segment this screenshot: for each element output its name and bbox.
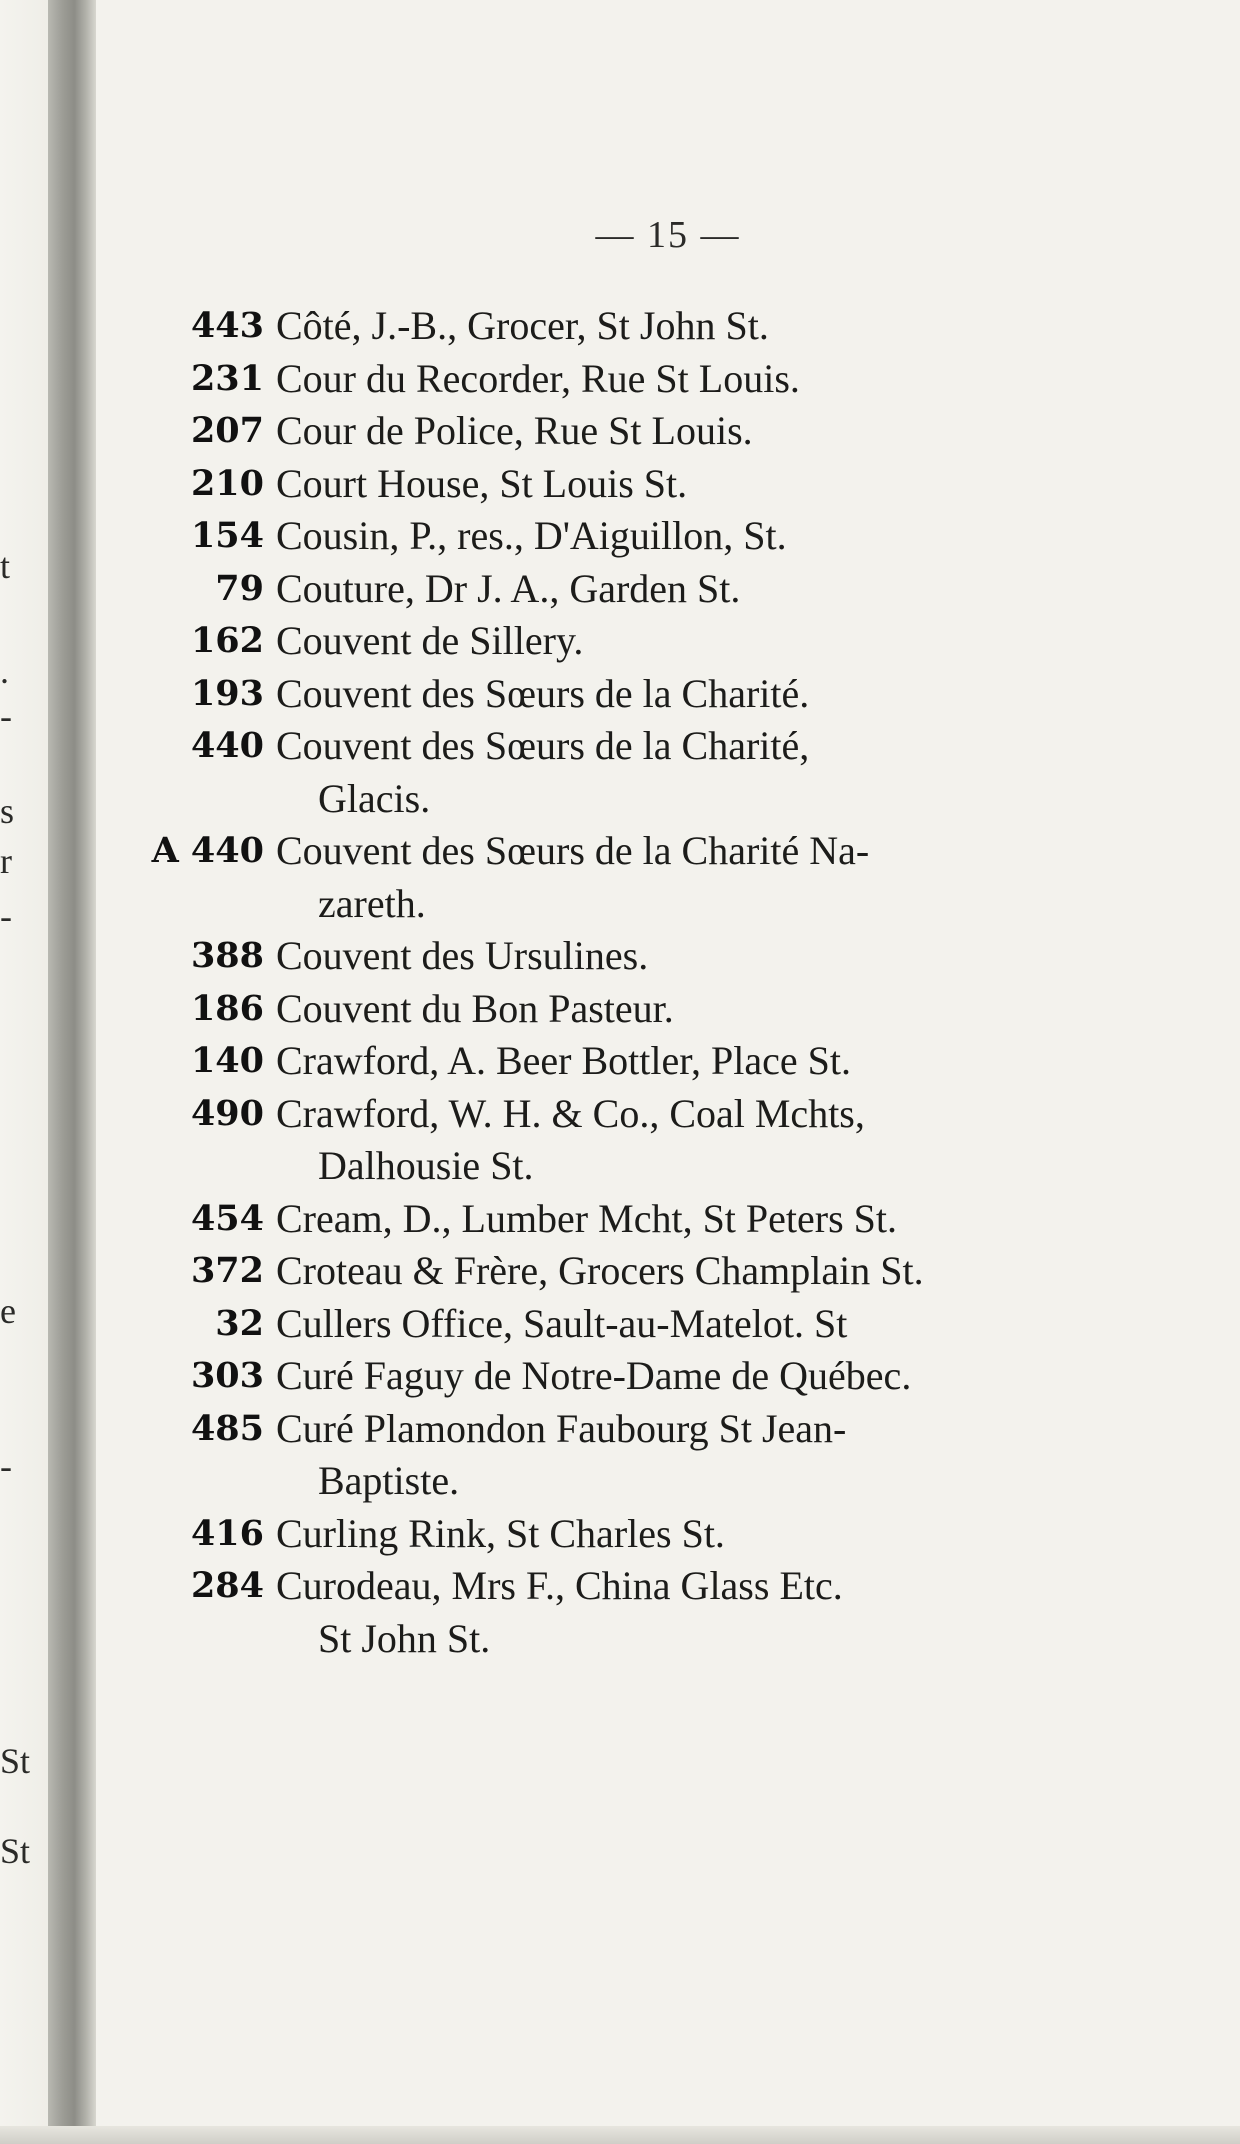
directory-entry (136, 1403, 1136, 1508)
fragment-char: - (0, 1446, 12, 1486)
directory-entry (136, 615, 1136, 668)
entry-number: 490 (190, 1092, 264, 1134)
fragment-char: r (0, 841, 12, 881)
entry-line: Cousin, P., res., D'Aiguillon, St. (276, 513, 787, 558)
entry-line: Curling Rink, St Charles St. (276, 1510, 725, 1556)
directory-entry (136, 825, 1136, 930)
entry-number: 79 (215, 567, 264, 609)
entry-line: Couture, Dr J. A., Garden St. (276, 565, 741, 611)
entry-continuation-line: zareth. (318, 880, 426, 926)
entry-line: Cour du Recorder, Rue St Louis. (276, 355, 800, 401)
page-number: — 15 — (595, 214, 741, 256)
entry-line: Couvent des Sœurs de la Charité. (276, 670, 810, 716)
entry-text (276, 405, 1136, 458)
entry-text (276, 668, 1136, 721)
entry-line: Couvent des Ursulines. (276, 933, 649, 978)
entry-number: 193 (190, 672, 264, 714)
entry-number: 372 (190, 1250, 264, 1291)
entry-line: Curé Faguy de Notre-Dame de Québec. (276, 1353, 912, 1398)
directory-list (136, 300, 1136, 1665)
entry-text (276, 300, 1136, 353)
entry-number: 207 (190, 410, 264, 451)
entry-text (276, 563, 1136, 616)
entry-text (276, 720, 1136, 825)
entry-text (276, 1245, 1136, 1298)
entry-line: Côté, J.-B., Grocer, St John St. (276, 303, 769, 348)
entry-line: Couvent des Sœurs de la Charité, (276, 723, 810, 768)
directory-page (96, 0, 1240, 2144)
entry-line: Curé Plamondon Faubourg St Jean- (276, 1405, 847, 1451)
entry-line: Curodeau, Mrs F., China Glass Etc. (276, 1563, 843, 1608)
directory-entry (136, 983, 1136, 1036)
entry-line: Couvent de Sillery. (276, 618, 584, 663)
fragment-char: St (0, 1741, 31, 1781)
directory-entry (136, 1298, 1136, 1351)
entry-text (276, 1403, 1136, 1508)
entry-text (276, 1298, 1136, 1351)
entry-number: 210 (190, 462, 264, 504)
entry-line: Couvent du Bon Pasteur. (276, 985, 674, 1031)
entry-text (276, 510, 1136, 563)
entry-text (276, 1350, 1136, 1403)
entry-text (276, 930, 1136, 983)
entry-number: A 440 (151, 830, 264, 871)
directory-entry (136, 1035, 1136, 1088)
entry-number: 303 (190, 1355, 264, 1396)
fragment-char: e (0, 1291, 16, 1331)
directory-entry (136, 1245, 1136, 1298)
entry-continuation-line: Glacis. (318, 775, 431, 821)
entry-line: Croteau & Frère, Grocers Champlain St. (276, 1248, 924, 1293)
directory-entry (136, 563, 1136, 616)
directory-entry (136, 1193, 1136, 1246)
entry-continuation-line: St John St. (318, 1615, 491, 1661)
entry-text (276, 1193, 1136, 1246)
book-gutter (48, 0, 96, 2144)
fragment-char: . (0, 651, 9, 691)
entry-number: 154 (190, 515, 264, 556)
entry-continuation-line: Dalhousie St. (318, 1143, 534, 1188)
entry-number: 162 (190, 620, 264, 661)
entry-text (276, 1560, 1136, 1665)
entry-line: Cour de Police, Rue St Louis. (276, 408, 753, 453)
entry-number: 454 (190, 1197, 264, 1239)
directory-entry (136, 510, 1136, 563)
adjacent-page-fragment (0, 0, 48, 2144)
directory-entry (136, 1350, 1136, 1403)
entry-number: 186 (190, 987, 264, 1029)
fragment-char: - (0, 696, 12, 736)
directory-entry (136, 1088, 1136, 1193)
entry-line: Crawford, W. H. & Co., Coal Mchts, (276, 1090, 865, 1136)
fragment-char: s (0, 791, 15, 831)
entry-number: 440 (190, 725, 264, 766)
entry-text (276, 1035, 1136, 1088)
fragment-char: - (0, 896, 12, 936)
directory-entry (136, 405, 1136, 458)
entry-line: Cullers Office, Sault-au-Matelot. St (276, 1300, 848, 1346)
entry-number: 284 (190, 1565, 264, 1606)
entry-number: 416 (190, 1512, 264, 1554)
entry-text (276, 1088, 1136, 1193)
directory-entry (136, 1560, 1136, 1665)
directory-entry (136, 720, 1136, 825)
fragment-char: t (0, 546, 11, 586)
entry-text (276, 458, 1136, 511)
directory-entry (136, 300, 1136, 353)
entry-line: Couvent des Sœurs de la Charité Na- (276, 828, 870, 873)
entry-line: Court House, St Louis St. (276, 460, 688, 506)
entry-line: Cream, D., Lumber Mcht, St Peters St. (276, 1195, 898, 1241)
entry-text (276, 983, 1136, 1036)
directory-entry (136, 668, 1136, 721)
page-bottom-edge (0, 2126, 1240, 2144)
entry-number: 32 (215, 1302, 264, 1344)
entry-number: 388 (190, 935, 264, 976)
entry-text (276, 1508, 1136, 1561)
directory-entry (136, 1508, 1136, 1561)
entry-text (276, 615, 1136, 668)
entry-number: 443 (190, 305, 264, 346)
directory-entry (136, 353, 1136, 406)
entry-number: 140 (190, 1040, 264, 1081)
fragment-char: St (0, 1831, 31, 1871)
directory-entry (136, 930, 1136, 983)
entry-continuation-line: Baptiste. (318, 1458, 460, 1503)
entry-text (276, 825, 1136, 930)
entry-line: Crawford, A. Beer Bottler, Place St. (276, 1038, 851, 1083)
entry-number: 231 (190, 357, 264, 399)
entry-text (276, 353, 1136, 406)
directory-entry (136, 458, 1136, 511)
entry-number: 485 (190, 1407, 264, 1449)
